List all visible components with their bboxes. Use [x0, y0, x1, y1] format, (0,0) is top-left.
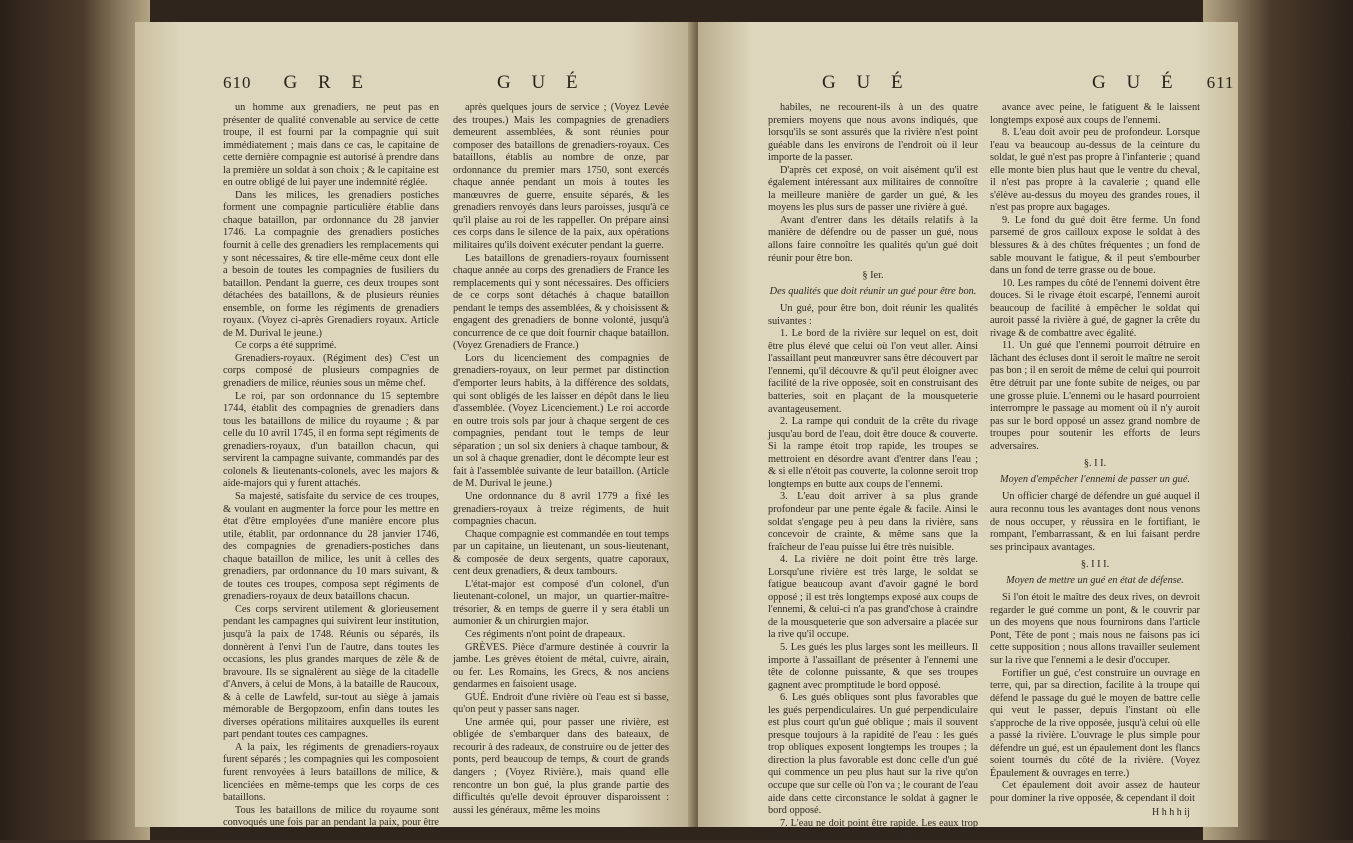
- right-page-number: 611: [1206, 73, 1235, 92]
- paragraph: un homme aux grenadiers, ne peut pas en présenter de qualité convenable au service de cette troupe, il est fourni par la compagnie qui suit immédiatement ; mais dans ce cas, le capitaine de cette dernière compagnie est autorisé à prendre dans la première un soldat à son choix ; & le capitaine est en outre obligé de lui payer une indemnité réglée.: [223, 102, 439, 189]
- paragraph: 11. Un gué que l'ennemi pourroit détruire en lâchant des écluses dont il seroit le maître ne seroit pas bon ; il en seroit de même de celui qui pourroit être détruit par une fonte subite de neiges, ou par une grosse pluie. L'ennemi ou le hasard pourroient interrompre le passage au moment où il n'y auroit pas sur le bord opposé un assez grand nombre de troupes pour soutenir les efforts de leurs adversaires.: [990, 340, 1200, 452]
- right-page: [698, 22, 1238, 842]
- right-page-column-1: [768, 102, 978, 842]
- paragraph: Si l'on étoit le maître des deux rives, on devroit regarder le gué comme un pont, & le couvrir par un des moyens que nous fournirons dans l'article Pont, Tête de pont ; mais nous ne faisons pas ici cette supposition ; nous allons travailler seulement sur la rive que l'ennemi a le desir d'occuper.: [990, 592, 1200, 666]
- paragraph: Grenadiers-royaux. (Régiment des) C'est un corps composé de plusieurs compagnies de grenadiers de milice, réunies sous un même chef.: [223, 352, 439, 390]
- paragraph: 8. L'eau doit avoir peu de profondeur. Lorsque l'eau va beaucoup au-dessus de la ceinture du soldat, le gué n'est pas propre à l'infanterie ; quand elle monte bien plus haut que le ventre du cheval, il n'est pas propre à la cavalerie ; quand elle s'élève au-dessus du moyeu des grandes roues, il n'est pas propre aux bagages.: [990, 127, 1200, 214]
- paragraph: 2. La rampe qui conduit de la crête du rivage jusqu'au bord de l'eau, doit être douce & couverte. Si la rampe étoit trop rapide, les troupes se mettroient en désordre avant d'entrer dans l'eau ; & si elle n'étoit pas couverte, la colonne seroit trop longtemps en butte aux coups de l'ennemi.: [768, 416, 978, 490]
- paragraph: Les bataillons de grenadiers-royaux fournissent chaque année au corps des grenadiers de France les remplacements qui y sont nécessaires. Des officiers de ce corps sont détachés à chaque bataillon pendant le temps des assemblées, & y choisissent & engagent des grenadiers de bonne volonté, jusqu'à concurrence de ce que doit fournir chaque bataillon. (Voyez Grenadiers de France.): [453, 252, 669, 352]
- right-running-head-right: G U É: [1092, 72, 1181, 93]
- paragraph: 9. Le fond du gué doit être ferme. Un fond parsemé de gros cailloux expose le soldat à des blessures & à des chûtes fréquentes ; un fond de sable mouvant le fatigue, & il peut s'embourber dans un fond de terre grasse ou de boue.: [990, 214, 1200, 277]
- paragraph: Dans les milices, les grenadiers postiches forment une compagnie particulière établie dans chaque bataillon, par ordonnance du 28 janvier 1746. La compagnie des grenadiers postiches fournit à celle des grenadiers les remplacements qui y sont nécessaires, & tire elle-même ceux dont elle a besoin de toutes les compagnies de fusiliers du bataillon. Pendant la guerre, ces deux troupes sont détachées des bataillons, & de plusieurs réunies ensemble, on forme les régiments de grenadiers royaux. (Voyez ci-après Grenadiers royaux. Article de M. Durival le jeune.): [223, 189, 439, 339]
- right-page-column-2: [990, 102, 1200, 842]
- paragraph: Des qualités que doit réunir un gué pour être bon.: [769, 285, 977, 297]
- paragraph: Tous les bataillons de milice du royaume sont convoqués une fois par an pendant la paix, pour être recrutés & passer en revue, & sont séparés: [223, 804, 439, 841]
- paragraph: Un gué, pour être bon, doit réunir les qualités suivantes :: [768, 303, 978, 327]
- paragraph: Une armée qui, pour passer une rivière, est obligée de s'embarquer dans des bateaux, de recourir à des radeaux, de construire ou de jetter des ponts, perd beaucoup de temps, & court de grands dangers ; (Voyez Rivière.), mais quand elle rencontre un bon gué, la plus grande partie des difficultés qu'elle devoit éprouver disparoissent : aussi les généraux, même les moins: [453, 716, 669, 816]
- signature-mark: H h h h ij: [1152, 807, 1190, 818]
- paragraph: Ces régiments n'ont point de drapeaux.: [465, 628, 626, 640]
- paragraph: Avant d'entrer dans les détails relatifs à la manière de défendre ou de passer un gué, nous allons faire connoître les qualités qu'un gué doit réunir pour être bon.: [768, 214, 978, 264]
- paragraph: D'après cet exposé, on voit aisément qu'il est également intéressant aux militaires de connoître la meilleure manière de garder un gué, & les moyens les plus surs de passer une rivière à gué.: [768, 164, 978, 214]
- paragraph: 7. L'eau ne doit point être rapide. Les eaux trop rapides entraînent le soldat, ou font au moins qu'il: [768, 817, 978, 842]
- paragraph: avance avec peine, le fatiguent & le laissent longtemps exposé aux coups de l'ennemi.: [990, 102, 1200, 126]
- paragraph: GRÈVES. Pièce d'armure destinée à couvrir la jambe. Les grèves étoient de métal, cuivre, airain, ou fer. Les Romains, les Grecs, & nos anciens gendarmes en faisoient usage.: [453, 641, 669, 691]
- paragraph: 3. L'eau doit arriver à sa plus grande profondeur par une pente égale & facile. Ainsi le soldat s'engage peu à peu dans la rivière, sans concevoir de crainte, & même sans que la fraîcheur de l'eau puisse lui être très nuisible.: [768, 491, 978, 553]
- paragraph: habiles, ne recourent-ils à un des quatre premiers moyens que nous avons indiqués, que lorsqu'ils se sont assurés que la rivière n'est point guéable dans les environs de l'endroit où il leur importe de la passer.: [768, 102, 978, 164]
- paragraph: 4. La rivière ne doit point être très large. Lorsqu'une rivière est très large, le soldat se fatigue beaucoup avant d'avoir gagné le bord opposé ; il est très longtemps exposé aux coups de l'ennemi, & celui-ci n'a pas grand'chose à craindre de la mousqueterie que son adversaire a placée sur la rive qu'il occupe.: [768, 554, 978, 641]
- paragraph: Une ordonnance du 8 avril 1779 a fixé les grenadiers-royaux à treize régiments, de huit compagnies chacun.: [453, 490, 669, 528]
- right-running-head-left: G U É: [822, 72, 911, 93]
- paragraph: L'état-major est composé d'un colonel, d'un lieutenant-colonel, un major, un quartier-maître-trésorier, & en temps de guerre il y sera établi un aumonier & un chirurgien major.: [453, 578, 669, 628]
- paragraph: Lors du licenciement des compagnies de grenadiers-royaux, on leur permet par distinction d'emporter leurs habits, à la différence des soldats, qui sont obligés de les laisser en dépôt dans le lieu d'assemblée. (Voyez Licenciement.) Le roi accorde en outre trois sols par jour à chaque sergent de ces compagnies, pendant tout le temps de leur séparation ; un sol six deniers à chaque tambour, & un sol à chaque grenadier, dont le décompte leur est fait à l'assemblée suivante de leur bataillon. (Article de M. Durival le jeune.): [453, 352, 669, 490]
- paragraph: 5. Les gués les plus larges sont les meilleurs. Il importe à l'assaillant de présenter à l'ennemi une tête de colonne puissante, & que ses troupes gagnent avec promptitude le bord opposé.: [768, 641, 978, 691]
- paragraph: § Ier.: [862, 270, 884, 282]
- paragraph: Un officier chargé de défendre un gué auquel il aura reconnu tous les avantages dont nous venons de nous occuper, y réussira en le fortifiant, le rompant, l'embarrassant, & en lui faisant perdre ses principaux avantages.: [990, 491, 1200, 553]
- paragraph: Ce corps a été supprimé.: [235, 340, 337, 352]
- paragraph: Le roi, par son ordonnance du 15 septembre 1744, établit des compagnies de grenadiers dans tous les bataillons de milice du royaume ; & par celle du 10 avril 1745, il en forma sept régiments de grenadiers-royaux, d'un bataillon chacun, qui servirent la campagne suivante, commandés par des colonels & lieutenants-colonels, avec les majors & aide-majors qui y furent attachés.: [223, 390, 439, 490]
- left-page: [135, 22, 695, 841]
- left-page-number: 610: [223, 73, 252, 92]
- paragraph: Sa majesté, satisfaite du service de ces troupes, & voulant en augmenter la force pour les mettre en état d'être employées d'une manière encore plus utile, établit, par ordonnance du 28 janvier 1746, des compagnies de grenadiers-postiches dans chaque bataillon de milice, les unit à celles des grenadiers, par ordonnance du 10 mars suivant, & de toutes ces troupes, composa sept régiments de grenadiers-royaux de deux bataillons chacun.: [223, 490, 439, 603]
- paragraph: 6. Les gués obliques sont plus favorables que les gués perpendiculaires. Un gué perpendiculaire est plus court qu'un gué oblique ; mais il souvent presque toujours à la rapidité de l'eau : les gués trop obliques exposent longtemps les troupes ; la direction la plus favorable est donc celle d'un gué qui commence un peu plus haut sur la rive qu'on occupe que sur celle où l'on va ; le courant de l'eau aide dans cette circonstance le soldat à gagner le bord opposé.: [768, 692, 978, 817]
- paragraph: 10. Les rampes du côté de l'ennemi doivent être douces. Si le rivage étoit escarpé, l'ennemi auroit beaucoup de facilité à empêcher le soldat qui auroit passé la rivière à gué, de gagner la crête du rivage & de combattre avec égalité.: [990, 277, 1200, 339]
- paragraph: §. I I.: [1083, 458, 1107, 470]
- paragraph: GUÉ. Endroit d'une rivière où l'eau est si basse, qu'on peut y passer sans nager.: [453, 691, 669, 716]
- paragraph: après quelques jours de service ; (Voyez Levée des troupes.) Mais les compagnies de grenadiers demeurent assemblées, & sont réunies pour composer des bataillons de grenadiers-royaux. Ces bataillons, établis au nombre de onze, par ordonnance du premier mars 1750, sont exercés chaque année pendant un mois à toutes les manœuvres de guerre, ensuite séparés, & les grenadiers renvoyés dans leurs paroisses, jusqu'à ce qu'il plaise au roi de les rappeller. On prépare ainsi ces corps dans le silence de la paix, aux opérations militaires qu'ils doivent exécuter pendant la guerre.: [453, 102, 669, 252]
- left-page-column-1: [223, 102, 439, 842]
- left-running-head-right: G U É: [497, 72, 586, 93]
- left-page-column-2: [453, 102, 669, 842]
- left-running-head-left: G R E: [283, 72, 371, 93]
- paragraph: Cet épaulement doit avoir assez de hauteur pour dominer la rive opposée, & cependant il doit: [990, 780, 1200, 804]
- paragraph: Chaque compagnie est commandée en tout temps par un capitaine, un lieutenant, un sous-lieutenant, & composée de deux sergents, quatre caporaux, cent deux grenadiers, & deux tambours.: [453, 528, 669, 578]
- left-cover-edge: [0, 0, 150, 840]
- paragraph: Fortifier un gué, c'est construire un ouvrage en terre, qui, par sa direction, facilite à la troupe qui défend le passage du gué le moyen de battre celle qui veut le passer, depuis l'instant où elle s'approche de la rive opposée, jusqu'à celui où elle a passé la rivière. L'ouvrage le plus simple pour défendre un gué, est un épaulement dont les flancs soient tournés du côté de la rivière. (Voyez Épaulement & ouvrages en terre.): [990, 667, 1200, 779]
- paragraph: A la paix, les régiments de grenadiers-royaux furent séparés ; les compagnies qui les composoient furent renvoyées à leurs bataillons de milice, & licenciées en même-temps que les corps de ces bataillons.: [223, 741, 439, 804]
- paragraph: §. I I I.: [1080, 559, 1110, 571]
- paragraph: Ces corps servirent utilement & glorieusement pendant les campagnes qui suivirent leur institution, jusqu'à la paix de 1748. Réunis ou séparés, ils donnèrent à l'envi l'un de l'autre, dans toutes les occasions, les plus grandes marques de zèle & de bravoure. Ils se signalèrent au siège de la citadelle d'Anvers, à celui de Mons, à la bataille de Raucoux, & à celle de Lawfeld, sur-tout au siège à jamais mémorable de Bergopzoom, enfin dans toutes les diverses opérations militaires auxquelles ils eurent part pendant toutes ces campagnes.: [223, 603, 439, 741]
- paragraph: Moyen d'empêcher l'ennemi de passer un gué.: [1000, 473, 1190, 485]
- paragraph: Moyen de mettre un gué en état de défense.: [1006, 574, 1184, 586]
- paragraph: 1. Le bord de la rivière sur lequel on est, doit être plus élevé que celui où l'on veut aller. Ainsi l'assaillant peut manœuvrer sans être découvert par l'ennemi, qu'il découvre & qu'il peut éloigner avec facilité de la rive opposée, soit en construisant des batteries, soit en plaçant de la mousqueterie avantageusement.: [768, 328, 979, 415]
